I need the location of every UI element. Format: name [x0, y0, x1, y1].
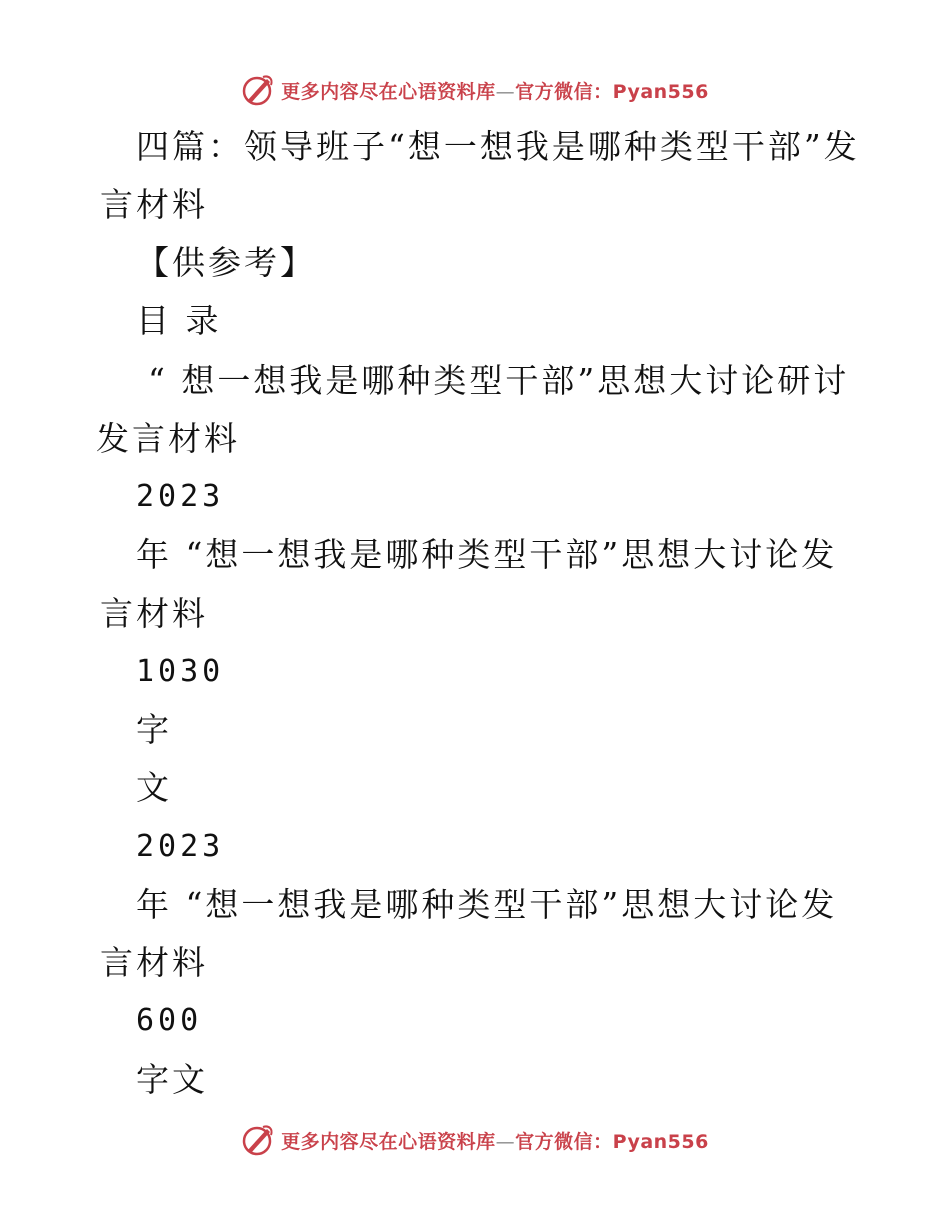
quill-logo-icon — [241, 1123, 275, 1157]
toc-item-2-line-2: 言材料 — [100, 594, 208, 633]
watermark-text: 更多内容尽在心语资料库—官方微信：Pyan556 — [281, 1130, 709, 1153]
watermark-text: 更多内容尽在心语资料库—官方微信：Pyan556 — [281, 80, 709, 103]
toc-item-2-count: 1030 — [136, 654, 225, 689]
toc-item-2-year: 2023 — [136, 479, 225, 514]
toc-item-3-unit: 字文 — [136, 1060, 208, 1099]
toc-heading: 目 录 — [136, 301, 222, 340]
reference-note: 【供参考】 — [136, 243, 316, 282]
toc-item-1-line-2: 发言材料 — [96, 419, 240, 458]
quill-logo-icon — [241, 73, 275, 107]
toc-item-2-line-1: 年 “想一想我是哪种类型干部”思想大讨论发 — [136, 535, 838, 574]
toc-item-3-line-1: 年 “想一想我是哪种类型干部”思想大讨论发 — [136, 885, 838, 924]
header-watermark — [0, 70, 950, 110]
toc-item-2-unit: 字 — [136, 710, 172, 749]
toc-item-3-line-2: 言材料 — [100, 943, 208, 982]
footer-watermark — [0, 1120, 950, 1160]
toc-item-1-line-1: “ 想一想我是哪种类型干部”思想大讨论研讨 — [148, 361, 850, 400]
toc-item-3-count: 600 — [136, 1003, 203, 1038]
toc-item-2-wen: 文 — [136, 768, 172, 807]
title-line-2: 言材料 — [100, 185, 208, 224]
toc-item-3-year: 2023 — [136, 829, 225, 864]
title-line-1: 四篇：领导班子“想一想我是哪种类型干部”发 — [136, 127, 860, 166]
